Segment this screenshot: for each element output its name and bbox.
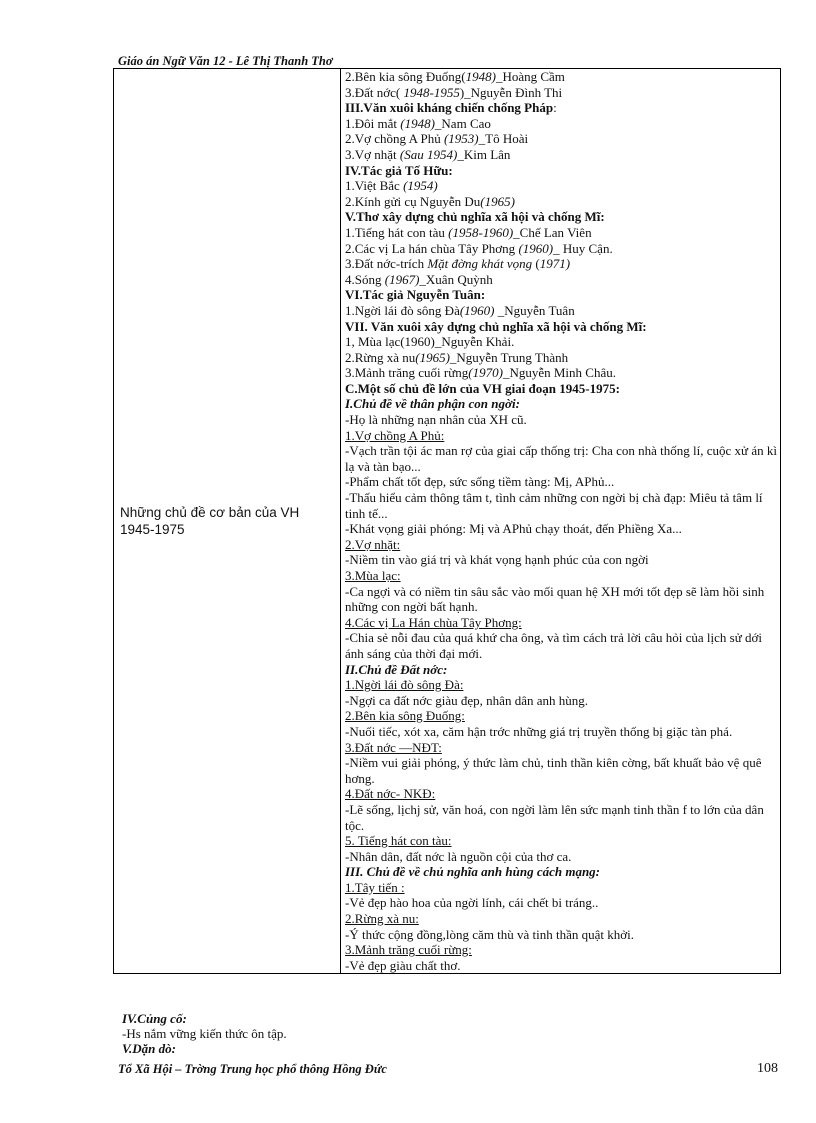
content-line — [345, 537, 780, 553]
content-line — [345, 209, 780, 225]
content-text: (Sau 1954) — [399, 146, 458, 162]
content-text: -Ca ngợi và có niềm tin sâu sắc vào mối quan hệ XH mới tốt đẹp sẽ làm hồi sinh những con ngời bất hạnh. — [345, 583, 765, 615]
content-text: ( — [535, 256, 540, 272]
content-text: 3.Đất nớc( — [345, 84, 401, 100]
content-line — [345, 412, 780, 428]
content-line — [345, 381, 780, 397]
content-text: _Tô Hoài — [478, 131, 529, 147]
page-footer: Tổ Xã Hội – Trờng Trung học phổ thông Hồng Đức — [118, 1062, 387, 1076]
content-line — [345, 163, 780, 179]
content-text: _Nguyễn Minh Châu. — [502, 365, 616, 381]
page-header: Giáo án Ngữ Văn 12 - Lê Thị Thanh Thơ — [118, 54, 333, 68]
content-text: 2.Kính gửi cụ Nguyễn Du — [345, 193, 481, 209]
content-text: -Vẻ đẹp hào hoa của ngời lính, cái chết bi tráng.. — [345, 895, 599, 911]
content-text: 2.Rừng xà nu: — [345, 911, 419, 927]
content-text: _Nam Cao — [434, 115, 491, 131]
content-text: 1, Mùa lạc(1960)_Nguyễn Khải. — [345, 334, 515, 350]
content-line — [345, 849, 780, 865]
content-text: II.Chủ đề Đất nớc: — [345, 661, 448, 677]
content-text: _Nguyễn Trung Thành — [449, 349, 569, 365]
content-line — [345, 396, 780, 412]
content-text: 1948) — [465, 69, 496, 84]
content-text: -Ngợi ca đất nớc giàu đẹp, nhân dân anh hùng. — [345, 692, 588, 708]
content-text: VII. Văn xuôi xây dựng chủ nghĩa xã hội và chống Mĩ: — [345, 318, 647, 334]
content-text: 2.Bên kia sông Đuống: — [345, 708, 465, 724]
content-text: _Hoàng Cầm — [495, 69, 565, 84]
content-line — [345, 69, 780, 85]
cung-co-text: -Hs nắm vững kiến thức ôn tập. — [122, 1026, 287, 1041]
content-cell — [341, 69, 781, 974]
content-line — [345, 225, 780, 241]
content-line — [345, 365, 780, 381]
content-line — [345, 256, 780, 272]
content-line — [345, 474, 780, 490]
content-line — [345, 802, 780, 833]
content-text: -Lẽ sống, lịchj sử, văn hoá, con ngời làm lên sức mạnh tinh thần f to lớn của dân tộc. — [345, 801, 764, 833]
content-text: 3.Vợ nhặt — [345, 146, 400, 162]
content-text: _Xuân Quỳnh — [419, 271, 493, 287]
content-line — [345, 428, 780, 444]
content-text: 1.Đôi mắt — [345, 115, 401, 131]
content-line — [345, 521, 780, 537]
content-text: -Vẻ đẹp giàu chất thơ. — [345, 957, 461, 973]
content-text: (1948) — [400, 115, 435, 131]
content-text: V.Thơ xây dựng chủ nghĩa xã hội và chống Mĩ: — [345, 209, 605, 225]
content-text: 3.Đất nớc-trích — [345, 256, 428, 272]
content-text: 5. Tiếng hát con tàu: — [345, 833, 452, 849]
lesson-table — [113, 68, 781, 974]
content-text: 2.Vợ nhặt: — [345, 536, 401, 552]
content-text: -Niềm vui giải phóng, ý thức làm chủ, tinh thần kiên cờng, bất khuất bảo vệ quê hơng. — [345, 755, 762, 786]
content-text: 4.Đất nớc- NKĐ: — [345, 786, 436, 802]
content-line — [345, 864, 780, 880]
content-line — [345, 568, 780, 584]
content-text: 3.Mùa lạc: — [345, 568, 401, 583]
content-text: _Nguyễn Tuân — [494, 302, 575, 318]
content-text: -Khát vọng giải phóng: Mị và APhủ chạy thoát, đến Phiềng Xa... — [345, 521, 682, 537]
content-text: )_Nguyễn Đình Thi — [459, 84, 563, 100]
content-line — [345, 334, 780, 350]
content-line — [345, 178, 780, 194]
content-text: -Ý thức cộng đồng,lòng căm thù và tinh thần quật khởi. — [345, 926, 635, 942]
content-line — [345, 677, 780, 693]
content-text: 1948-1955 — [400, 84, 460, 100]
content-text: 2.Bên kia sông Đuống( — [345, 69, 466, 84]
content-text: -Niềm tin vào giá trị và khát vọng hạnh phúc của con ngời — [345, 552, 649, 568]
content-line — [345, 662, 780, 678]
content-text: -Vạch trần tội ác man rợ của giai cấp thống trị: Cha con nhà thống lí, cuộc xử án kì lạ và tàn bạo... — [345, 443, 777, 474]
content-text: III. Chủ đề về chủ nghĩa anh hùng cách mạng: — [345, 864, 601, 880]
content-line — [345, 724, 780, 740]
content-lines — [345, 69, 780, 973]
content-text: (1965) — [415, 349, 450, 365]
content-text: -Thấu hiểu cảm thông tâm t, tình cảm những con ngời bị chà đạp: Miêu tả tâm lí tinh tế... — [345, 490, 763, 521]
content-text: -Họ là những nạn nhân của XH cũ. — [345, 412, 527, 428]
content-line — [345, 303, 780, 319]
closing-section — [122, 1011, 287, 1056]
content-text: -Nhân dân, đất nớc là nguồn cội của thơ ca. — [345, 848, 572, 864]
topic-cell: Những chủ đề cơ bản của VH 1945-1975 — [114, 69, 341, 974]
content-line — [345, 911, 780, 927]
content-line — [345, 880, 780, 896]
content-text: (1970) — [468, 365, 503, 381]
content-text: : — [553, 100, 557, 116]
content-text: 1.Ngời lái đò sông Đà — [345, 302, 460, 318]
content-text: C.Một số chủ đề lớn của VH giai đoạn 1945-1975: — [345, 380, 620, 396]
content-line — [345, 147, 780, 163]
content-text: VI.Tác giả Nguyễn Tuân: — [345, 287, 486, 303]
content-text: 2.Các vị La hán chùa Tây Phơng — [345, 240, 519, 256]
content-line — [345, 552, 780, 568]
content-text: IV.Tác giả Tố Hữu: — [345, 162, 453, 178]
content-line — [345, 116, 780, 132]
content-text: 1.Việt Bắc — [345, 178, 404, 194]
content-text: Mặt đờng khát vọng — [427, 256, 536, 272]
content-line — [345, 131, 780, 147]
content-text: -Phẩm chất tốt đẹp, sức sống tiềm tàng: Mị, APhủ... — [345, 474, 615, 490]
content-text: _ Huy Cận. — [553, 240, 613, 256]
content-line — [345, 630, 780, 661]
content-text: (1960) — [459, 302, 495, 318]
content-line — [345, 958, 780, 974]
content-text: I.Chủ đề về thân phận con ngời: — [345, 396, 520, 412]
content-text: 3.Đất nớc —NĐT: — [345, 739, 442, 755]
content-text: (1965) — [480, 193, 515, 209]
content-text: (1967) — [384, 271, 420, 287]
content-line — [345, 786, 780, 802]
content-text: 1.Vợ chồng A Phủ: — [345, 427, 445, 443]
content-line — [345, 927, 780, 943]
content-line — [345, 740, 780, 756]
content-line — [345, 755, 780, 786]
content-text: 3.Mảnh trăng cuối rừng — [345, 365, 469, 381]
content-line — [345, 287, 780, 303]
content-line — [345, 100, 780, 116]
content-line — [345, 615, 780, 631]
content-text: (1954) — [403, 178, 438, 194]
dan-do-heading: V.Dặn dò: — [122, 1041, 176, 1056]
content-text: 2.Rừng xà nu — [345, 349, 416, 365]
content-line — [345, 895, 780, 911]
table-row — [114, 69, 781, 974]
content-text: 1.Ngời lái đò sông Đà: — [345, 677, 464, 693]
content-text: 4.Các vị La Hán chùa Tây Phơng: — [345, 614, 522, 630]
content-text: 1.Tiếng hát con tàu — [345, 224, 449, 240]
content-text: -Chia sẻ nỗi đau của quá khứ cha ông, và tìm cách trả lời câu hỏi của lịch sử dới ánh sáng của thời đại mới. — [345, 630, 762, 661]
content-text: (1953) — [443, 131, 479, 147]
content-text: 2.Vợ chồng A Phủ — [345, 131, 444, 147]
content-line — [345, 708, 780, 724]
content-line — [345, 272, 780, 288]
content-text: III.Văn xuôi kháng chiến chống Pháp — [345, 100, 554, 116]
content-text: 4.Sóng — [345, 271, 385, 287]
content-line — [345, 319, 780, 335]
content-text: 1971) — [539, 256, 571, 272]
content-text: 3.Mảnh trăng cuối rừng: — [345, 942, 472, 958]
content-line — [345, 241, 780, 257]
content-line — [345, 490, 780, 521]
content-text: 1.Tây tiến : — [345, 879, 405, 895]
content-text: (1958-1960) — [448, 224, 514, 240]
cung-co-heading: IV.Củng cố: — [122, 1011, 187, 1026]
content-line — [345, 584, 780, 615]
content-text: -Nuối tiếc, xót xa, căm hận trớc những giá trị truyền thống bị giặc tàn phá. — [345, 723, 733, 739]
content-line — [345, 350, 780, 366]
content-text: _Chế Lan Viên — [513, 224, 592, 240]
content-line — [345, 443, 780, 474]
content-line — [345, 693, 780, 709]
content-text: (1960) — [518, 240, 554, 256]
content-text: _Kim Lân — [457, 146, 511, 162]
content-line — [345, 833, 780, 849]
content-line — [345, 194, 780, 210]
page-number: 108 — [757, 1061, 778, 1076]
content-line — [345, 942, 780, 958]
content-line — [345, 85, 780, 101]
